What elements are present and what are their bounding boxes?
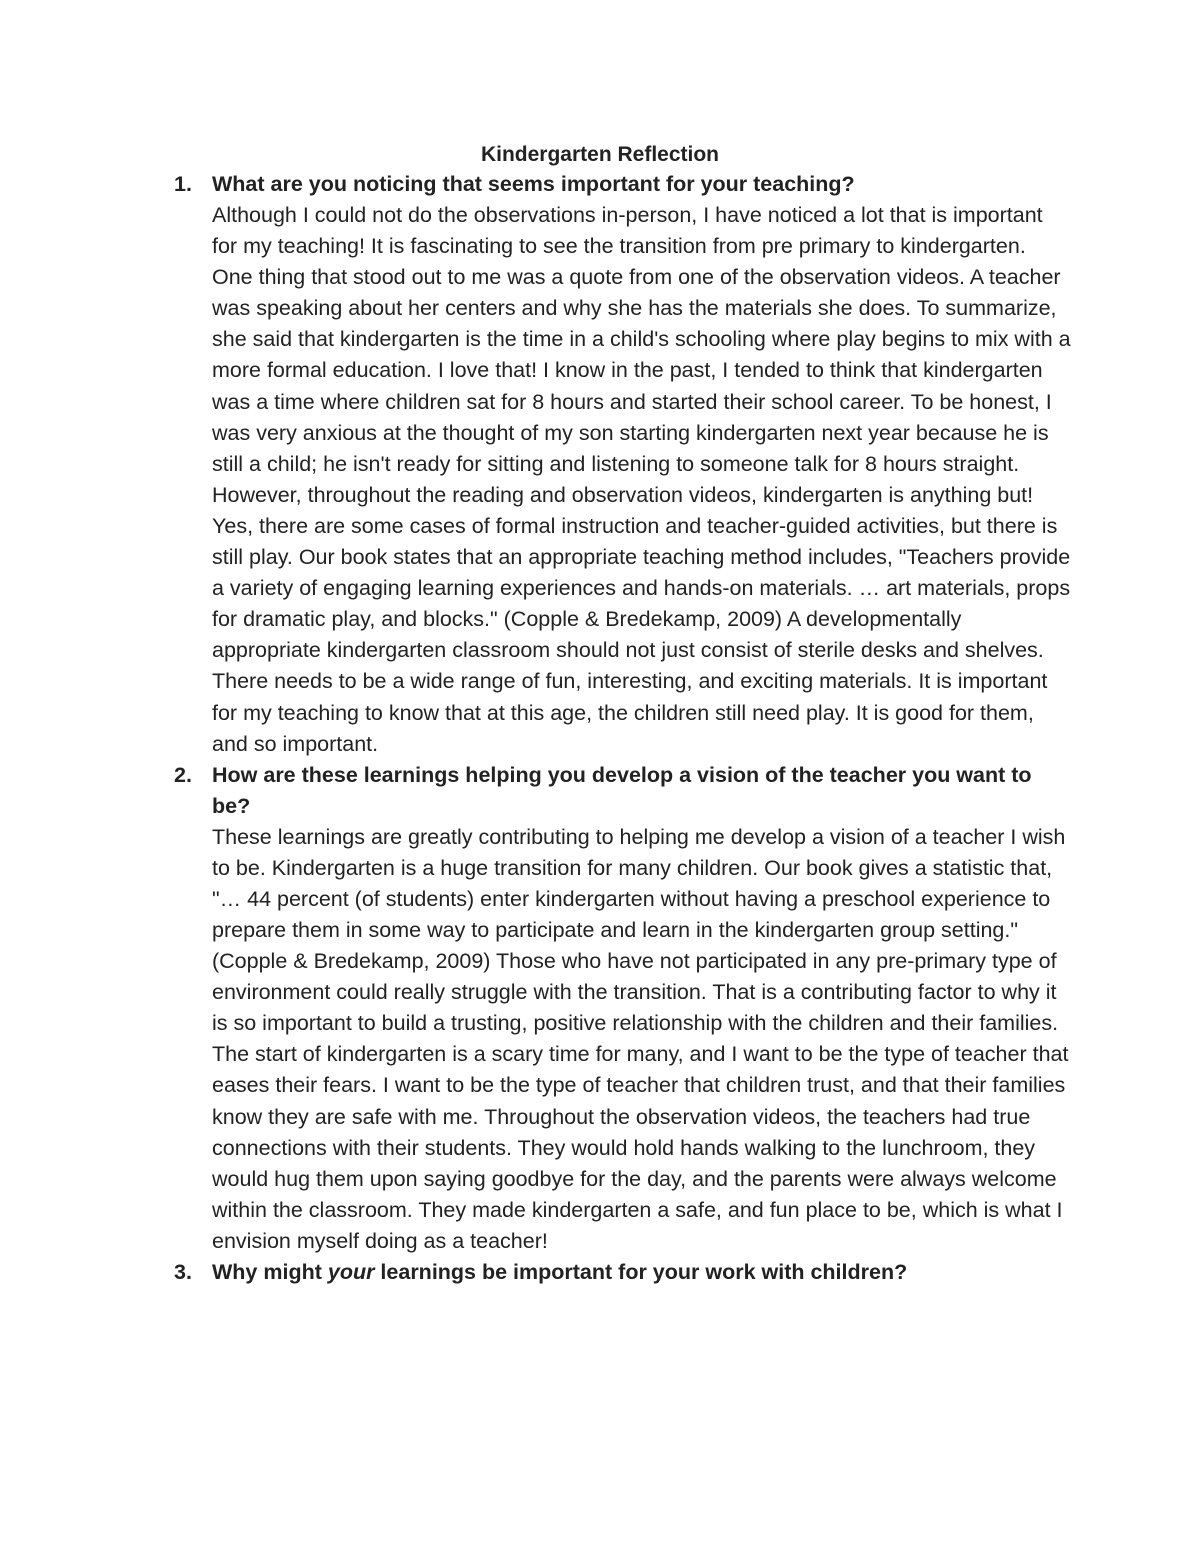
answer-text: These learnings are greatly contributing to helping me develop a vision of a teacher I wish to be. Kindergarten is a huge transition for many children. Our book gives a statistic that, "… 44 percent (of students) enter kindergarten without having a preschool experience to prepare them in some way to participate and learn in the kindergarten group setting." (Copple & Bredekamp, 2009) Those who have not participated in any pre-primary type of environment could really struggle with the transition. That is a contributing factor to why it is so important to build a trusting, positive relationship with the children and their families. The start of kindergarten is a scary time for many, and I want to be the type of teacher that eases their fears. I want to be the type of teacher that children trust, and that their families know they are safe with me. Throughout the observation videos, the teachers had true connections with their students. They would hold hands walking to the lunchroom, they would hug them upon saying goodbye for the day, and the parents were always welcome within the classroom. They made kindergarten a safe, and fun place to be, which is what I envision myself doing as a teacher!	[212, 824, 1069, 1253]
question-text: What are you noticing that seems important for your teaching?	[212, 172, 855, 196]
document-title: Kindergarten Reflection	[480, 143, 720, 166]
question-text-after: learnings be important for your work with children?	[374, 1260, 908, 1284]
question-body	[212, 760, 1072, 1257]
question-text-emphasis: your	[327, 1260, 375, 1284]
question-text-before: Why might	[212, 1260, 328, 1284]
question-item-1	[0, 169, 1200, 760]
question-text	[212, 1257, 1072, 1288]
question-item-3	[0, 1257, 1200, 1288]
question-list	[0, 169, 1200, 1288]
question-text: How are these learnings helping you develop a vision of the teacher you want to be?	[212, 762, 1032, 818]
question-body	[212, 169, 1072, 760]
question-number: 2.	[174, 762, 192, 787]
question-item-2	[0, 760, 1200, 1257]
question-number: 1.	[174, 172, 192, 196]
question-number: 3.	[174, 1260, 192, 1284]
answer-text: Although I could not do the observations in-person, I have noticed a lot that is important for my teaching! It is fascinating to see the transition from pre primary to kindergarten. One thing that stood out to me was a quote from one of the observation videos. A teacher was speaking about her centers and why she has the materials she does. To summarize, she said that kindergarten is the time in a child's schooling where play begins to mix with a more formal education. I love that! I know in the past, I tended to think that kindergarten was a time where children sat for 8 hours and started their school career. To be honest, I was very anxious at the thought of my son starting kindergarten next year because he is still a child; he isn't ready for sitting and listening to someone talk for 8 hours straight. However, throughout the reading and observation videos, kindergarten is anything but! Yes, there are some cases of formal instruction and teacher-guided activities, but there is still play. Our book states that an appropriate teaching method includes, "Teachers provide a variety of engaging learning experiences and hands-on materials. … art materials, props for dramatic play, and blocks." (Copple & Bredekamp, 2009) A developmentally appropriate kindergarten classroom should not just consist of sterile desks and shelves. There needs to be a wide range of fun, interesting, and exciting materials. It is important for my teaching to know that at this age, the children still need play. It is good for them, and so important.	[212, 203, 1071, 756]
question-body	[212, 1257, 1072, 1288]
